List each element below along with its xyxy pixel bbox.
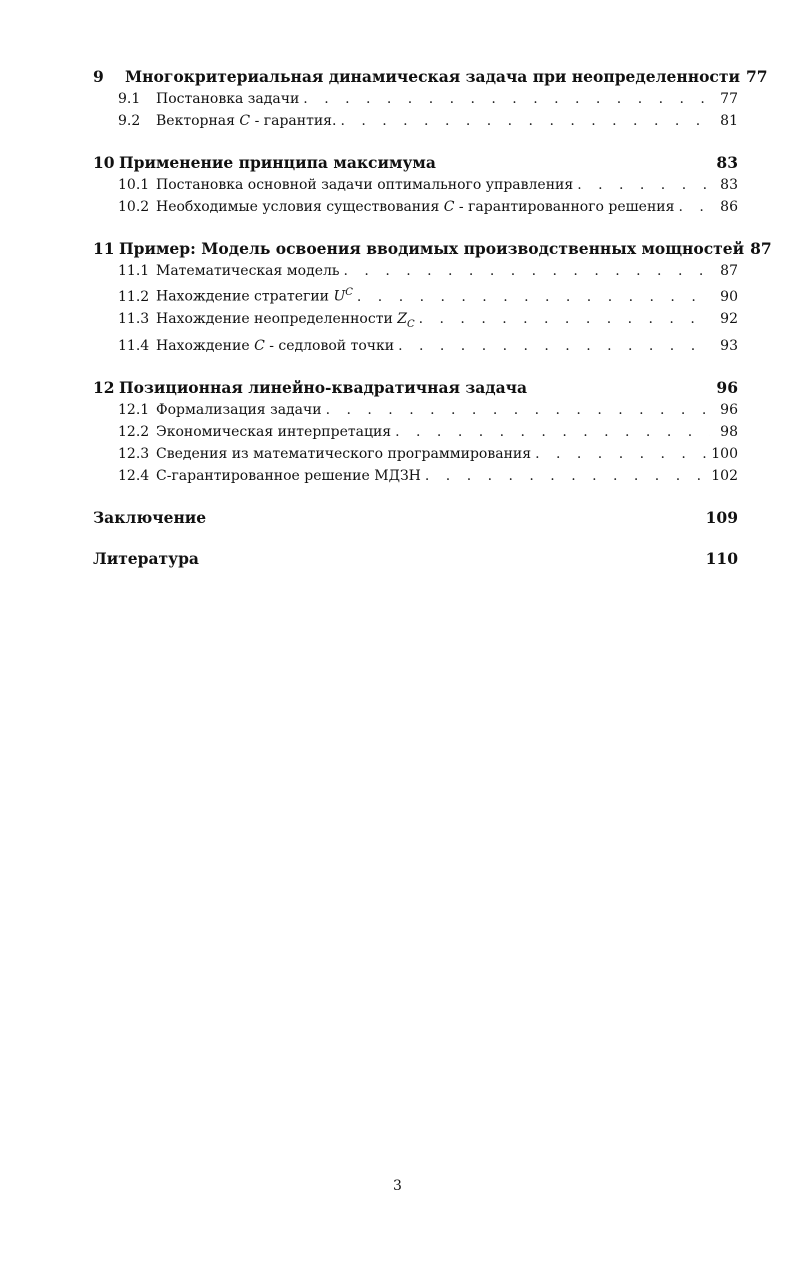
chapter-11 (93, 238, 772, 357)
literature-entry (93, 548, 738, 570)
chapter-10 (93, 152, 738, 218)
literature-page: 110 (705, 549, 738, 569)
section-number: 12.4 (118, 468, 150, 485)
chapter-12 (93, 377, 738, 487)
section-number: 12.3 (118, 446, 150, 463)
section-page: 77 (720, 91, 738, 107)
toc-section-row[interactable] (93, 174, 738, 196)
section-page: 87 (720, 263, 738, 279)
toc-section-row[interactable] (93, 196, 738, 218)
page-number: 3 (393, 1178, 402, 1194)
chapter-heading[interactable] (93, 238, 772, 260)
section-page: 83 (720, 177, 738, 193)
toc-section-row[interactable] (93, 443, 738, 465)
dot-leader (357, 286, 710, 308)
table-of-contents (93, 66, 772, 589)
literature-title: Литература (93, 549, 199, 569)
section-title: Нахождение неопределенности $Z_C$ (156, 310, 415, 330)
section-title: Нахождение C - седловой точки (156, 338, 395, 355)
chapter-page: 77 (745, 67, 768, 86)
chapter-page: 96 (716, 378, 738, 398)
section-page: 96 (720, 402, 738, 419)
section-number: 10.2 (118, 199, 150, 215)
section-page: 100 (711, 446, 738, 463)
section-title: Постановка основной задачи оптимального управления (156, 177, 574, 193)
section-number: 11.2 (118, 288, 150, 305)
chapter-title: Позиционная линейно-квадратичная задача (119, 378, 528, 398)
dot-leader (326, 399, 710, 421)
dot-leader (678, 196, 710, 218)
toc-section-row[interactable] (93, 260, 738, 282)
chapter-heading[interactable] (93, 66, 768, 88)
dot-leader (340, 110, 710, 132)
toc-section-row[interactable] (93, 110, 738, 132)
section-number: 9.1 (118, 91, 141, 107)
section-page: 92 (720, 310, 738, 327)
chapter-number: 11 (93, 239, 115, 258)
conclusion-entry (93, 507, 738, 529)
section-title: Экономическая интерпретация (156, 424, 392, 441)
toc-section-row[interactable] (93, 88, 738, 110)
toc-section-row[interactable] (93, 465, 738, 487)
chapter-title: Многокритериальная динамическая задача при неопределенности (125, 67, 740, 86)
section-number: 11.3 (118, 310, 150, 327)
chapter-number: 10 (93, 153, 115, 172)
dot-leader (535, 443, 707, 465)
dot-leader (395, 421, 710, 443)
dot-leader (303, 88, 710, 110)
toc-section-row[interactable] (93, 308, 738, 336)
section-number: 12.2 (118, 424, 150, 441)
section-title: Формализация задачи (156, 402, 322, 419)
chapter-number: 9 (93, 67, 104, 86)
conclusion-heading[interactable] (93, 507, 738, 529)
section-page: 81 (720, 113, 738, 129)
section-title: Необходимые условия существования C - гарантированного решения (156, 199, 675, 215)
dot-leader (419, 308, 710, 330)
chapter-heading[interactable] (93, 152, 738, 174)
section-number: 11.1 (118, 263, 150, 279)
toc-section-row[interactable] (93, 335, 738, 357)
chapter-title: Применение принципа максимума (119, 153, 436, 172)
section-title: Математическая модель (156, 263, 340, 279)
section-title: Векторная C - гарантия. (156, 113, 337, 129)
conclusion-page: 109 (705, 508, 738, 528)
dot-leader (425, 465, 707, 487)
section-page: 90 (720, 288, 738, 305)
chapter-title: Пример: Модель освоения вводимых производственных мощностей (119, 239, 745, 258)
section-title: С-гарантированное решение МДЗН (156, 468, 421, 485)
section-title: Постановка задачи (156, 91, 300, 107)
chapter-9 (93, 66, 768, 132)
section-page: 98 (720, 424, 738, 441)
chapter-page: 83 (716, 153, 738, 172)
toc-section-row[interactable] (93, 421, 738, 443)
literature-heading[interactable] (93, 548, 738, 570)
toc-section-row[interactable] (93, 399, 738, 421)
chapter-heading[interactable] (93, 377, 738, 399)
dot-leader (344, 260, 710, 282)
conclusion-title: Заключение (93, 508, 207, 528)
section-page: 86 (720, 199, 738, 215)
dot-leader (398, 335, 710, 357)
section-number: 12.1 (118, 402, 150, 419)
section-title: Сведения из математического программирования (156, 446, 532, 463)
section-page: 93 (720, 338, 738, 355)
section-number: 11.4 (118, 338, 150, 355)
section-title: Нахождение стратегии $U^C$ (156, 287, 353, 305)
toc-section-row[interactable] (93, 282, 738, 308)
dot-leader (577, 174, 710, 196)
chapter-number: 12 (93, 378, 115, 398)
chapter-page: 87 (750, 239, 772, 258)
section-page: 102 (711, 468, 738, 485)
section-number: 9.2 (118, 113, 141, 129)
section-number: 10.1 (118, 177, 150, 193)
